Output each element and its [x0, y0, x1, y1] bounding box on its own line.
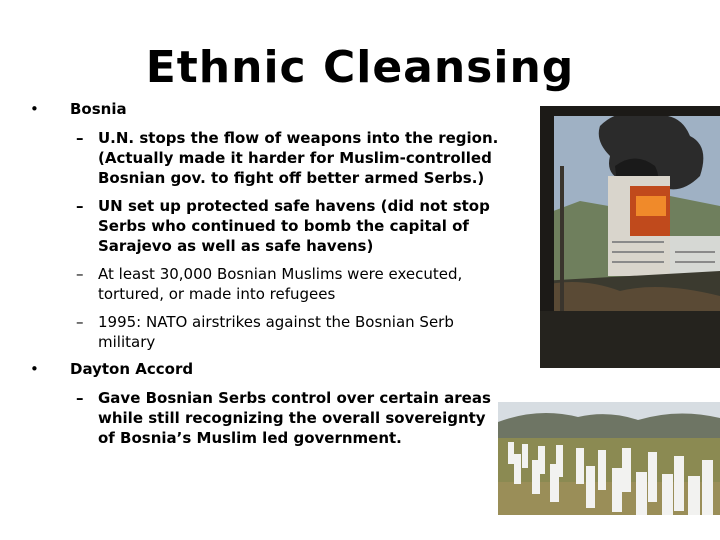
- sub-bullet: [30, 196, 500, 256]
- bullet-dot: •: [30, 100, 39, 118]
- sub-bullet-text: Gave Bosnian Serbs control over certain areas while still recognizing the overall sovereignty of Bosnia’s Muslim led government.: [98, 389, 491, 447]
- dash-marker: –: [76, 129, 84, 147]
- sub-bullet: [30, 312, 500, 352]
- dash-marker: –: [76, 389, 84, 407]
- cemetery-photo: [498, 402, 720, 515]
- burning-building-photo: [540, 106, 720, 368]
- sub-bullet: [30, 388, 500, 448]
- sub-bullet-text: UN set up protected safe havens (did not stop Serbs who continued to bomb the capital of Sarajevo as well as safe havens): [98, 197, 490, 255]
- bullet-dayton-accord: [30, 360, 500, 378]
- bullet-bosnia: [30, 100, 500, 118]
- dash-marker: –: [76, 313, 84, 331]
- slide-title: Ethnic Cleansing: [145, 42, 575, 93]
- slide-body: [30, 100, 500, 456]
- bullet-text: Dayton Accord: [70, 360, 194, 378]
- sub-bullet: [30, 128, 500, 188]
- dash-marker: –: [76, 197, 84, 215]
- dash-marker: –: [76, 265, 84, 283]
- sub-bullet-text: 1995: NATO airstrikes against the Bosnian Serb military: [98, 313, 454, 351]
- sub-bullet-text: At least 30,000 Bosnian Muslims were executed, tortured, or made into refugees: [98, 265, 463, 303]
- sub-bullet: [30, 264, 500, 304]
- bullet-text: Bosnia: [70, 100, 127, 118]
- sub-bullet-text: U.N. stops the flow of weapons into the region. (Actually made it harder for Muslim-controlled Bosnian gov. to fight off better armed Serbs.): [98, 129, 499, 187]
- bullet-dot: •: [30, 360, 39, 378]
